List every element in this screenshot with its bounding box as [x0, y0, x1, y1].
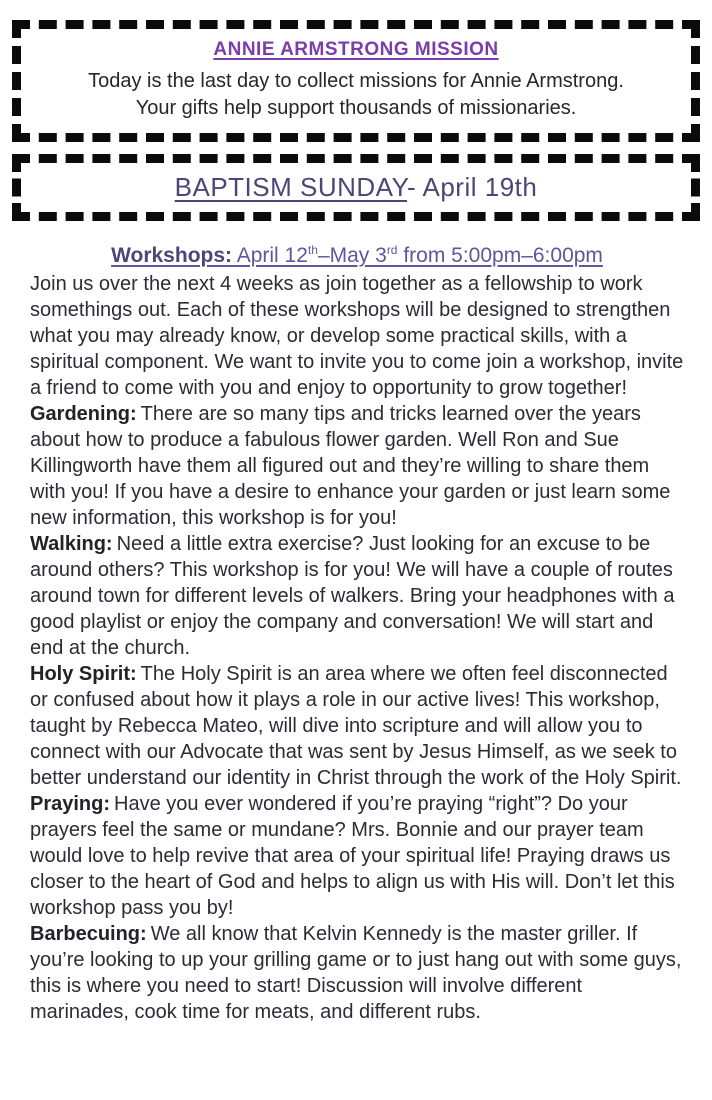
workshop-item-holy-spirit — [30, 661, 684, 791]
workshop-item-gardening — [30, 401, 684, 531]
workshop-label-walking: Walking: — [30, 533, 113, 555]
workshop-text-praying: Have you ever wondered if you’re praying “right”? Do your prayers feel the same or mundane? Mrs. Bonnie and our prayer team would love to help revive that area of your spiritual life! Praying draws us closer to the heart of God and helps to align us with His will. Don’t let this workshop pass you by! — [30, 793, 675, 919]
annie-armstrong-title: ANNIE ARMSTRONG MISSION — [213, 39, 499, 60]
baptism-sunday-heading — [35, 172, 677, 203]
workshops-heading-time: from 5:00pm–6:00pm — [397, 244, 603, 267]
workshop-item-praying — [30, 791, 684, 921]
workshop-label-barbecuing: Barbecuing: — [30, 923, 147, 945]
workshop-text-gardening: There are so many tips and tricks learned over the years about how to produce a fabulous flower garden. Well Ron and Sue Killingworth have them all figured out and they’re willing to share them with you! If you have a desire to enhance your garden or just learn some new information, this workshop is for you! — [30, 403, 671, 529]
workshop-item-barbecuing — [30, 921, 684, 1025]
workshops-heading-dates-2: –May 3 — [317, 244, 387, 267]
workshops-body — [30, 271, 684, 1025]
workshops-heading-dates-1: April 12 — [232, 244, 308, 267]
workshops-heading-label: Workshops: — [111, 244, 233, 267]
baptism-sunday-date: - April 19th — [407, 172, 538, 202]
workshop-label-gardening: Gardening: — [30, 403, 137, 425]
annie-armstrong-announcement-box — [12, 20, 700, 142]
workshops-heading-sup-rd: rd — [386, 243, 398, 257]
baptism-sunday-announcement-box — [12, 154, 700, 221]
workshops-section — [0, 243, 712, 1025]
workshop-text-barbecuing: We all know that Kelvin Kennedy is the master griller. If you’re looking to up your grilling game or to just hang out with some guys, this is where you need to start! Discussion will involve different marinades, cook time for meats, and different rubs. — [30, 923, 682, 1023]
workshops-heading-sup-th: th — [307, 243, 318, 257]
workshops-heading — [30, 243, 684, 268]
workshops-intro-paragraph: Join us over the next 4 weeks as join together as a fellowship to work somethings out. Each of these workshops will be designed to strengthen what you may already know, or develop some practical skills, with a spiritual component. We want to invite you to come join a workshop, invite a friend to come with you and enjoy to opportunity to grow together! — [30, 273, 684, 399]
workshop-label-holy-spirit: Holy Spirit: — [30, 663, 137, 685]
annie-armstrong-line-1: Today is the last day to collect missions for Annie Armstrong. — [88, 70, 624, 92]
workshop-label-praying: Praying: — [30, 793, 111, 815]
workshop-text-holy-spirit: The Holy Spirit is an area where we often feel disconnected or confused about how it plays a role in our active lives! This workshop, taught by Rebecca Mateo, will dive into scripture and will allow you to connect with our Advocate that was sent by Jesus Himself, as we seek to better understand our identity in Christ through the work of the Holy Spirit. — [30, 663, 682, 789]
workshops-heading-underline — [111, 244, 603, 267]
annie-armstrong-line-2: Your gifts help support thousands of missionaries. — [135, 97, 577, 119]
workshop-text-walking: Need a little extra exercise? Just looking for an excuse to be around others? This workshop is for you! We will have a couple of routes around town for different levels of walkers. Bring your headphones with a good playlist or enjoy the company and conversation! We will start and end at the church. — [30, 533, 675, 659]
workshop-item-walking — [30, 531, 684, 661]
baptism-sunday-title: BAPTISM SUNDAY — [174, 172, 408, 202]
